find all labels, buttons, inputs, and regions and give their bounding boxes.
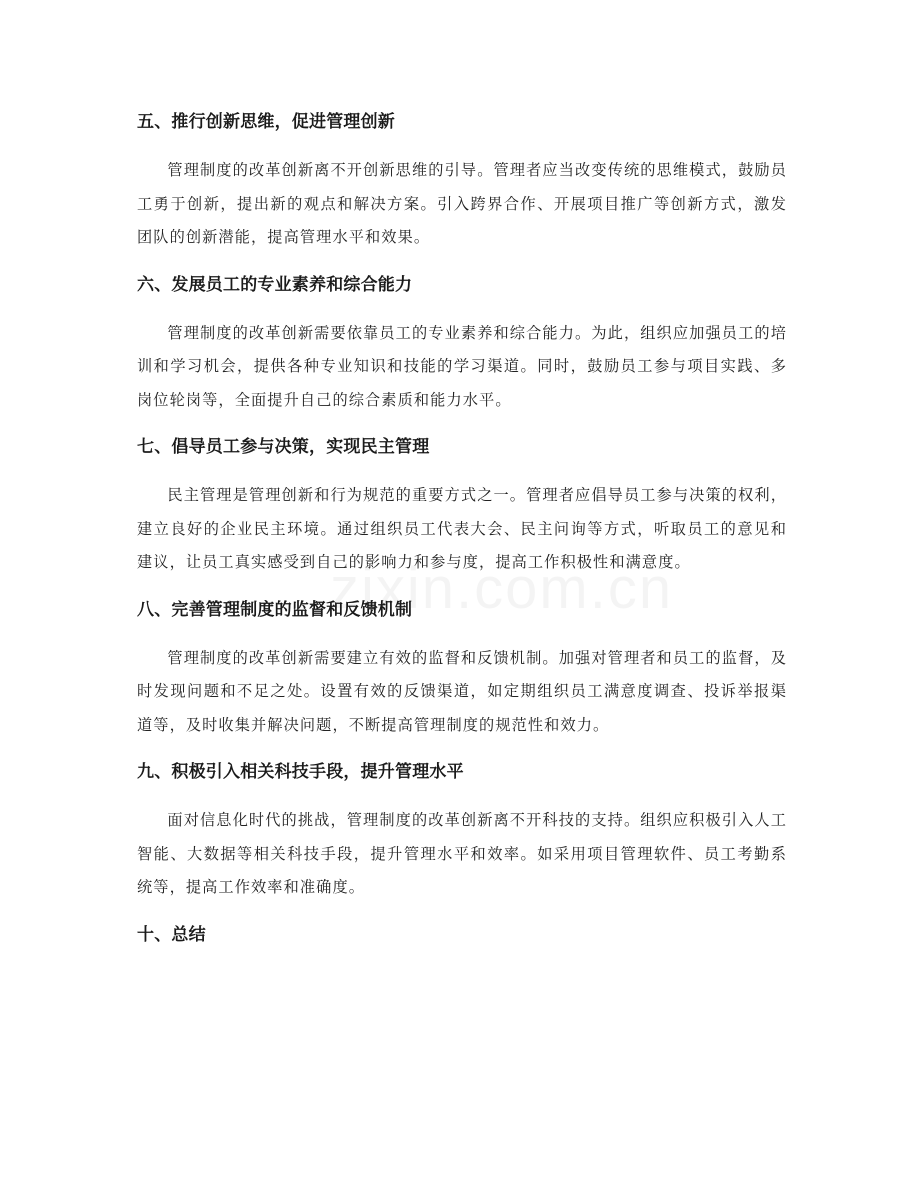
section-paragraph: 管理制度的改革创新需要依靠员工的专业素养和综合能力。为此，组织应加强员工的培训和学习机会，提供各种专业知识和技能的学习渠道。同时，鼓励员工参与项目实践、多岗位轮岗等，全面提升自己的综合素质和能力水平。 <box>137 323 787 409</box>
section-5 <box>137 104 787 255</box>
section-paragraph: 面对信息化时代的挑战，管理制度的改革创新离不开科技的支持。组织应积极引入人工智能、大数据等相关科技手段，提升管理水平和效率。如采用项目管理软件、员工考勤系统等，提高工作效率和准确度。 <box>137 811 787 896</box>
section-8 <box>137 592 787 743</box>
section-9 <box>137 754 787 905</box>
document-body <box>137 104 787 967</box>
section-paragraph: 民主管理是管理创新和行为规范的重要方式之一。管理者应倡导员工参与决策的权利，建立良好的企业民主环境。通过组织员工代表大会、民主问询等方式，听取员工的意见和建议，让员工真实感受到自己的影响力和参与度，提高工作积极性和满意度。 <box>137 486 787 571</box>
section-paragraph: 管理制度的改革创新离不开创新思维的引导。管理者应当改变传统的思维模式，鼓励员工勇于创新，提出新的观点和解决方案。引入跨界合作、开展项目推广等创新方式，激发团队的创新潜能，提高管理水平和效果。 <box>137 161 787 246</box>
section-heading: 五、推行创新思维，促进管理创新 <box>137 112 395 132</box>
section-heading: 十、总结 <box>137 924 206 945</box>
section-heading: 九、积极引入相关科技手段，提升管理水平 <box>137 762 464 782</box>
section-6 <box>137 267 787 418</box>
section-paragraph: 管理制度的改革创新需要建立有效的监督和反馈机制。加强对管理者和员工的监督，及时发现问题和不足之处。设置有效的反馈渠道，如定期组织员工满意度调查、投诉举报渠道等，及时收集并解决问题，不断提高管理制度的规范性和效力。 <box>137 648 787 734</box>
section-7 <box>137 429 787 580</box>
section-heading: 六、发展员工的专业素养和综合能力 <box>137 274 413 295</box>
section-10 <box>137 917 787 953</box>
section-heading: 七、倡导员工参与决策，实现民主管理 <box>137 437 430 457</box>
section-heading: 八、完善管理制度的监督和反馈机制 <box>137 599 413 620</box>
